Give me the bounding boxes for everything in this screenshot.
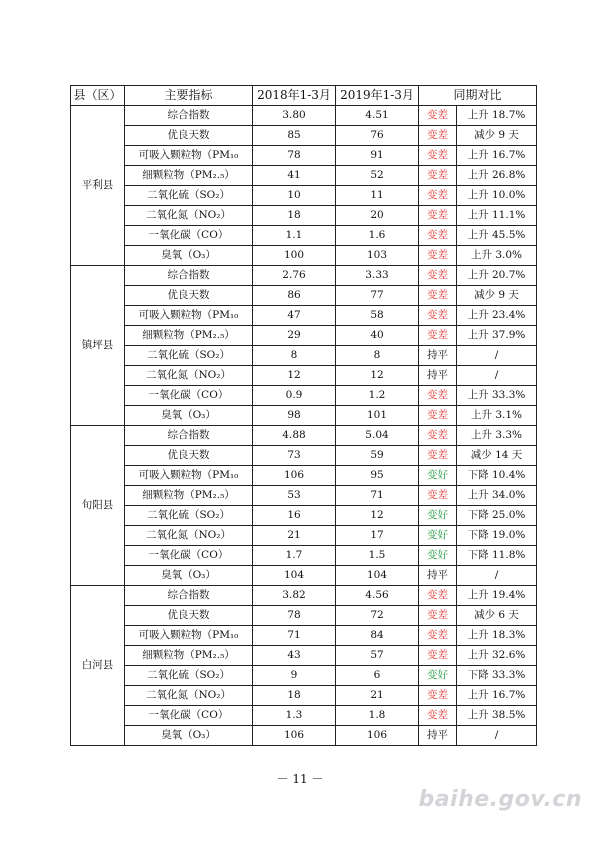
table-row (71, 246, 537, 266)
change-cell: 上升 32.6% (457, 646, 537, 666)
value-2018-cell: 3.82 (253, 586, 336, 606)
trend-cell: 持平 (419, 346, 457, 366)
indicator-cell: 细颗粒物（PM₂.₅） (125, 166, 253, 186)
indicator-cell: 一氧化碳（CO） (125, 546, 253, 566)
change-cell: 上升 18.3% (457, 626, 537, 646)
trend-cell: 变差 (419, 406, 457, 426)
value-2019-cell: 11 (336, 186, 419, 206)
trend-cell: 变好 (419, 666, 457, 686)
county-cell: 平利县 (71, 106, 125, 266)
indicator-cell: 臭氧（O₃） (125, 566, 253, 586)
change-cell: 上升 18.7% (457, 106, 537, 126)
change-cell: / (457, 346, 537, 366)
value-2019-cell: 71 (336, 486, 419, 506)
value-2018-cell: 16 (253, 506, 336, 526)
header-indicator: 主要指标 (125, 86, 253, 106)
trend-cell: 变差 (419, 226, 457, 246)
trend-cell: 变好 (419, 526, 457, 546)
change-cell: 下降 25.0% (457, 506, 537, 526)
change-cell: 上升 16.7% (457, 146, 537, 166)
change-cell: 上升 11.1% (457, 206, 537, 226)
table-row (71, 266, 537, 286)
value-2018-cell: 3.80 (253, 106, 336, 126)
value-2018-cell: 104 (253, 566, 336, 586)
trend-cell: 变差 (419, 586, 457, 606)
indicator-cell: 二氧化硫（SO₂） (125, 506, 253, 526)
value-2018-cell: 21 (253, 526, 336, 546)
table-row (71, 386, 537, 406)
change-cell: 上升 3.0% (457, 246, 537, 266)
indicator-cell: 综合指数 (125, 586, 253, 606)
indicator-cell: 细颗粒物（PM₂.₅） (125, 486, 253, 506)
indicator-cell: 臭氧（O₃） (125, 246, 253, 266)
value-2019-cell: 12 (336, 506, 419, 526)
table-row (71, 446, 537, 466)
value-2019-cell: 4.56 (336, 586, 419, 606)
value-2019-cell: 12 (336, 366, 419, 386)
trend-cell: 持平 (419, 726, 457, 746)
value-2018-cell: 1.7 (253, 546, 336, 566)
value-2018-cell: 43 (253, 646, 336, 666)
trend-cell: 变差 (419, 166, 457, 186)
county-cell: 镇坪县 (71, 266, 125, 426)
table-row (71, 146, 537, 166)
change-cell: 上升 3.1% (457, 406, 537, 426)
indicator-cell: 一氧化碳（CO） (125, 706, 253, 726)
indicator-cell: 综合指数 (125, 266, 253, 286)
value-2018-cell: 85 (253, 126, 336, 146)
indicator-cell: 可吸入颗粒物（PM₁₀ (125, 466, 253, 486)
table-row (71, 586, 537, 606)
change-cell: 上升 10.0% (457, 186, 537, 206)
change-cell: 减少 9 天 (457, 126, 537, 146)
trend-cell: 变差 (419, 246, 457, 266)
air-quality-table (70, 85, 537, 746)
value-2018-cell: 4.88 (253, 426, 336, 446)
table-row (71, 326, 537, 346)
value-2019-cell: 104 (336, 566, 419, 586)
table-row (71, 686, 537, 706)
table-row (71, 666, 537, 686)
value-2018-cell: 18 (253, 206, 336, 226)
value-2019-cell: 95 (336, 466, 419, 486)
indicator-cell: 二氧化硫（SO₂） (125, 346, 253, 366)
indicator-cell: 优良天数 (125, 286, 253, 306)
value-2019-cell: 5.04 (336, 426, 419, 446)
value-2019-cell: 77 (336, 286, 419, 306)
table-row (71, 126, 537, 146)
trend-cell: 变差 (419, 706, 457, 726)
trend-cell: 变差 (419, 306, 457, 326)
table-row (71, 546, 537, 566)
table-row (71, 526, 537, 546)
indicator-cell: 二氧化氮（NO₂） (125, 526, 253, 546)
value-2018-cell: 18 (253, 686, 336, 706)
value-2018-cell: 78 (253, 606, 336, 626)
indicator-cell: 优良天数 (125, 446, 253, 466)
value-2019-cell: 1.5 (336, 546, 419, 566)
table-row (71, 566, 537, 586)
indicator-cell: 二氧化硫（SO₂） (125, 186, 253, 206)
trend-cell: 变差 (419, 286, 457, 306)
value-2018-cell: 41 (253, 166, 336, 186)
indicator-cell: 二氧化氮（NO₂） (125, 366, 253, 386)
change-cell: 上升 37.9% (457, 326, 537, 346)
table-row (71, 466, 537, 486)
value-2019-cell: 72 (336, 606, 419, 626)
header-2019: 2019年1-3月 (336, 86, 419, 106)
indicator-cell: 细颗粒物（PM₂.₅） (125, 326, 253, 346)
county-cell: 白河县 (71, 586, 125, 746)
change-cell: 减少 14 天 (457, 446, 537, 466)
indicator-cell: 可吸入颗粒物（PM₁₀ (125, 306, 253, 326)
value-2018-cell: 53 (253, 486, 336, 506)
trend-cell: 变差 (419, 626, 457, 646)
value-2018-cell: 71 (253, 626, 336, 646)
value-2019-cell: 52 (336, 166, 419, 186)
table-row (71, 286, 537, 306)
table-row (71, 426, 537, 446)
change-cell: 上升 23.4% (457, 306, 537, 326)
value-2018-cell: 47 (253, 306, 336, 326)
value-2019-cell: 103 (336, 246, 419, 266)
value-2019-cell: 20 (336, 206, 419, 226)
value-2019-cell: 91 (336, 146, 419, 166)
change-cell: / (457, 726, 537, 746)
change-cell: 上升 16.7% (457, 686, 537, 706)
value-2018-cell: 9 (253, 666, 336, 686)
value-2018-cell: 8 (253, 346, 336, 366)
value-2018-cell: 106 (253, 726, 336, 746)
value-2018-cell: 1.3 (253, 706, 336, 726)
value-2018-cell: 106 (253, 466, 336, 486)
change-cell: 减少 6 天 (457, 606, 537, 626)
indicator-cell: 一氧化碳（CO） (125, 386, 253, 406)
change-cell: 上升 26.8% (457, 166, 537, 186)
value-2018-cell: 100 (253, 246, 336, 266)
value-2019-cell: 4.51 (336, 106, 419, 126)
indicator-cell: 臭氧（O₃） (125, 406, 253, 426)
value-2018-cell: 2.76 (253, 266, 336, 286)
value-2018-cell: 10 (253, 186, 336, 206)
value-2018-cell: 98 (253, 406, 336, 426)
value-2018-cell: 78 (253, 146, 336, 166)
trend-cell: 变好 (419, 466, 457, 486)
header-county: 县（区） (71, 86, 125, 106)
trend-cell: 变差 (419, 426, 457, 446)
table-row (71, 226, 537, 246)
table-row (71, 506, 537, 526)
value-2019-cell: 17 (336, 526, 419, 546)
trend-cell: 变差 (419, 486, 457, 506)
indicator-cell: 细颗粒物（PM₂.₅） (125, 646, 253, 666)
table-body (71, 106, 537, 746)
trend-cell: 持平 (419, 366, 457, 386)
value-2018-cell: 1.1 (253, 226, 336, 246)
page-number: － 11 － (276, 772, 324, 786)
value-2018-cell: 0.9 (253, 386, 336, 406)
change-cell: 上升 33.3% (457, 386, 537, 406)
trend-cell: 持平 (419, 566, 457, 586)
value-2019-cell: 6 (336, 666, 419, 686)
table-row (71, 166, 537, 186)
change-cell: 下降 10.4% (457, 466, 537, 486)
header-comparison: 同期对比 (419, 86, 537, 106)
value-2019-cell: 3.33 (336, 266, 419, 286)
table-row (71, 406, 537, 426)
table-row (71, 346, 537, 366)
value-2018-cell: 12 (253, 366, 336, 386)
change-cell: 上升 45.5% (457, 226, 537, 246)
table-header-row (71, 86, 537, 106)
trend-cell: 变差 (419, 126, 457, 146)
value-2019-cell: 1.2 (336, 386, 419, 406)
change-cell: 下降 19.0% (457, 526, 537, 546)
value-2019-cell: 21 (336, 686, 419, 706)
trend-cell: 变差 (419, 106, 457, 126)
table-row (71, 306, 537, 326)
indicator-cell: 可吸入颗粒物（PM₁₀ (125, 146, 253, 166)
trend-cell: 变好 (419, 546, 457, 566)
table-row (71, 106, 537, 126)
value-2019-cell: 40 (336, 326, 419, 346)
indicator-cell: 综合指数 (125, 426, 253, 446)
indicator-cell: 可吸入颗粒物（PM₁₀ (125, 626, 253, 646)
value-2019-cell: 57 (336, 646, 419, 666)
indicator-cell: 一氧化碳（CO） (125, 226, 253, 246)
table-row (71, 186, 537, 206)
table-row (71, 646, 537, 666)
indicator-cell: 优良天数 (125, 606, 253, 626)
trend-cell: 变差 (419, 686, 457, 706)
value-2018-cell: 29 (253, 326, 336, 346)
table-row (71, 626, 537, 646)
value-2019-cell: 1.6 (336, 226, 419, 246)
change-cell: / (457, 366, 537, 386)
trend-cell: 变差 (419, 386, 457, 406)
trend-cell: 变差 (419, 266, 457, 286)
change-cell: 上升 19.4% (457, 586, 537, 606)
value-2019-cell: 59 (336, 446, 419, 466)
value-2019-cell: 84 (336, 626, 419, 646)
table-row (71, 486, 537, 506)
value-2018-cell: 73 (253, 446, 336, 466)
value-2019-cell: 58 (336, 306, 419, 326)
value-2019-cell: 76 (336, 126, 419, 146)
county-cell: 旬阳县 (71, 426, 125, 586)
table-row (71, 706, 537, 726)
trend-cell: 变差 (419, 186, 457, 206)
change-cell: 减少 9 天 (457, 286, 537, 306)
change-cell: 上升 34.0% (457, 486, 537, 506)
indicator-cell: 二氧化硫（SO₂） (125, 666, 253, 686)
change-cell: 上升 3.3% (457, 426, 537, 446)
indicator-cell: 优良天数 (125, 126, 253, 146)
site-watermark: baihe.gov.cn (418, 787, 582, 812)
header-2018: 2018年1-3月 (253, 86, 336, 106)
value-2019-cell: 1.8 (336, 706, 419, 726)
trend-cell: 变差 (419, 206, 457, 226)
change-cell: 上升 20.7% (457, 266, 537, 286)
indicator-cell: 臭氧（O₃） (125, 726, 253, 746)
indicator-cell: 二氧化氮（NO₂） (125, 686, 253, 706)
table-row (71, 606, 537, 626)
table-row (71, 726, 537, 746)
indicator-cell: 二氧化氮（NO₂） (125, 206, 253, 226)
trend-cell: 变差 (419, 326, 457, 346)
value-2019-cell: 101 (336, 406, 419, 426)
trend-cell: 变差 (419, 646, 457, 666)
trend-cell: 变好 (419, 506, 457, 526)
change-cell: / (457, 566, 537, 586)
value-2018-cell: 86 (253, 286, 336, 306)
table-row (71, 366, 537, 386)
change-cell: 下降 11.8% (457, 546, 537, 566)
indicator-cell: 综合指数 (125, 106, 253, 126)
change-cell: 上升 38.5% (457, 706, 537, 726)
value-2019-cell: 8 (336, 346, 419, 366)
trend-cell: 变差 (419, 446, 457, 466)
table-row (71, 206, 537, 226)
change-cell: 下降 33.3% (457, 666, 537, 686)
trend-cell: 变差 (419, 606, 457, 626)
trend-cell: 变差 (419, 146, 457, 166)
value-2019-cell: 106 (336, 726, 419, 746)
